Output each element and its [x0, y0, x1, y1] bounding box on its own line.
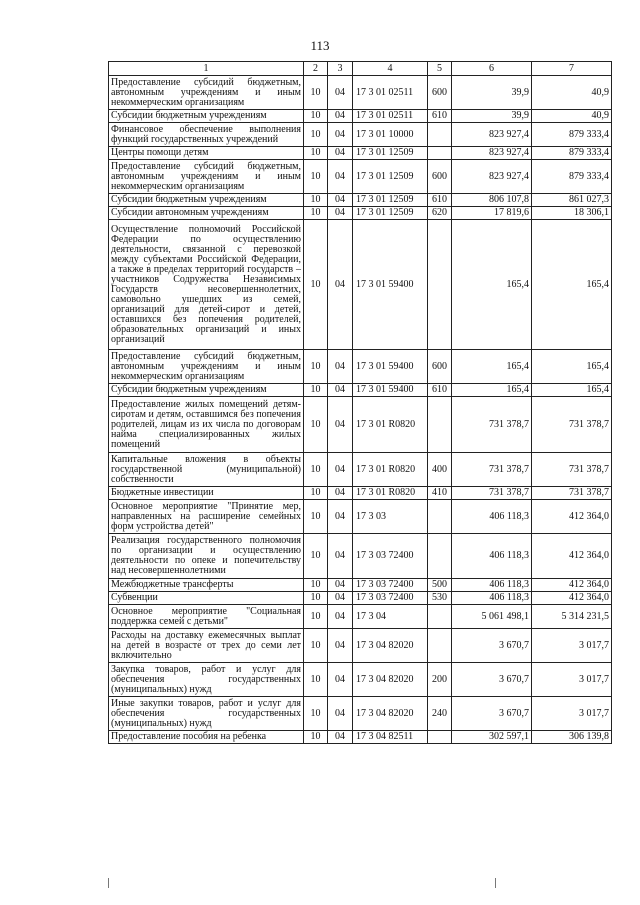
cell-amount-year2: 731 378,7	[532, 487, 612, 500]
cell-name: Реализация государственного полномочия по организации и осуществлению деятельности по опеке и попечительству над несовершеннолетними	[109, 534, 304, 579]
cell-amount-year2: 306 139,8	[532, 731, 612, 744]
header-cell: 3	[328, 62, 353, 76]
cell-section: 10	[304, 76, 328, 110]
cell-expense-type	[428, 500, 452, 534]
cell-name: Межбюджетные трансферты	[109, 579, 304, 592]
budget-table	[108, 61, 612, 744]
table-row	[109, 123, 612, 147]
scan-mark-right	[495, 878, 496, 888]
cell-target-article: 17 3 01 59400	[353, 384, 428, 397]
cell-expense-type: 600	[428, 76, 452, 110]
cell-expense-type	[428, 397, 452, 453]
cell-section: 10	[304, 487, 328, 500]
cell-target-article: 17 3 04 82020	[353, 663, 428, 697]
cell-target-article: 17 3 04	[353, 605, 428, 629]
cell-target-article: 17 3 01 59400	[353, 350, 428, 384]
cell-amount-year2: 165,4	[532, 384, 612, 397]
table-row	[109, 220, 612, 350]
cell-amount-year1: 823 927,4	[452, 147, 532, 160]
table-row	[109, 397, 612, 453]
cell-section: 10	[304, 147, 328, 160]
cell-subsection: 04	[328, 731, 353, 744]
cell-subsection: 04	[328, 453, 353, 487]
cell-expense-type: 410	[428, 487, 452, 500]
table-row	[109, 453, 612, 487]
cell-amount-year1: 806 107,8	[452, 194, 532, 207]
cell-name: Центры помощи детям	[109, 147, 304, 160]
cell-amount-year2: 412 364,0	[532, 534, 612, 579]
cell-name: Основное мероприятие "Социальная поддержка семей с детьми"	[109, 605, 304, 629]
cell-target-article: 17 3 01 12509	[353, 147, 428, 160]
table-row	[109, 487, 612, 500]
header-cell: 6	[452, 62, 532, 76]
cell-expense-type	[428, 605, 452, 629]
cell-name: Субсидии автономным учреждениям	[109, 207, 304, 220]
cell-section: 10	[304, 534, 328, 579]
cell-section: 10	[304, 453, 328, 487]
cell-target-article: 17 3 04 82020	[353, 697, 428, 731]
cell-name: Предоставление жилых помещений детям-сиротам и детям, оставшимся без попечения родителей, лицам из их числа по договорам найма специализированных жилых помещений	[109, 397, 304, 453]
cell-section: 10	[304, 697, 328, 731]
cell-expense-type: 610	[428, 194, 452, 207]
cell-subsection: 04	[328, 220, 353, 350]
cell-expense-type	[428, 147, 452, 160]
table-row	[109, 534, 612, 579]
table-row	[109, 147, 612, 160]
table-row	[109, 605, 612, 629]
cell-subsection: 04	[328, 579, 353, 592]
cell-expense-type: 240	[428, 697, 452, 731]
cell-amount-year2: 879 333,4	[532, 160, 612, 194]
cell-target-article: 17 3 01 02511	[353, 110, 428, 123]
cell-target-article: 17 3 01 02511	[353, 76, 428, 110]
cell-section: 10	[304, 731, 328, 744]
cell-expense-type	[428, 220, 452, 350]
cell-name: Предоставление субсидий бюджетным, автономным учреждениям и иным некоммерческим организациям	[109, 350, 304, 384]
cell-amount-year2: 879 333,4	[532, 147, 612, 160]
cell-amount-year2: 412 364,0	[532, 592, 612, 605]
cell-section: 10	[304, 220, 328, 350]
cell-amount-year1: 3 670,7	[452, 663, 532, 697]
table-row	[109, 384, 612, 397]
table-row	[109, 629, 612, 663]
cell-amount-year2: 18 306,1	[532, 207, 612, 220]
cell-amount-year2: 40,9	[532, 110, 612, 123]
cell-expense-type: 620	[428, 207, 452, 220]
cell-target-article: 17 3 01 R0820	[353, 453, 428, 487]
table-row	[109, 110, 612, 123]
cell-expense-type	[428, 731, 452, 744]
cell-name: Иные закупки товаров, работ и услуг для обеспечения государственных (муниципальных) нужд	[109, 697, 304, 731]
cell-target-article: 17 3 03	[353, 500, 428, 534]
cell-expense-type: 500	[428, 579, 452, 592]
cell-name: Расходы на доставку ежемесячных выплат на детей в возрасте от трех до семи лет включительно	[109, 629, 304, 663]
cell-name: Предоставление субсидий бюджетным, автономным учреждениям и иным некоммерческим организациям	[109, 160, 304, 194]
table-row	[109, 350, 612, 384]
cell-expense-type: 400	[428, 453, 452, 487]
cell-amount-year2: 3 017,7	[532, 629, 612, 663]
cell-amount-year1: 406 118,3	[452, 579, 532, 592]
table-row	[109, 663, 612, 697]
cell-amount-year2: 165,4	[532, 220, 612, 350]
cell-section: 10	[304, 579, 328, 592]
cell-name: Предоставление пособия на ребенка	[109, 731, 304, 744]
cell-amount-year1: 406 118,3	[452, 592, 532, 605]
cell-amount-year1: 302 597,1	[452, 731, 532, 744]
cell-amount-year2: 3 017,7	[532, 697, 612, 731]
cell-amount-year2: 861 027,3	[532, 194, 612, 207]
cell-amount-year1: 39,9	[452, 110, 532, 123]
cell-subsection: 04	[328, 697, 353, 731]
cell-expense-type: 530	[428, 592, 452, 605]
cell-section: 10	[304, 384, 328, 397]
header-cell: 4	[353, 62, 428, 76]
page-number: 113	[310, 38, 330, 53]
cell-amount-year2: 165,4	[532, 350, 612, 384]
cell-amount-year2: 879 333,4	[532, 123, 612, 147]
cell-target-article: 17 3 01 R0820	[353, 397, 428, 453]
cell-section: 10	[304, 110, 328, 123]
cell-expense-type: 600	[428, 160, 452, 194]
cell-amount-year2: 412 364,0	[532, 579, 612, 592]
cell-subsection: 04	[328, 160, 353, 194]
cell-target-article: 17 3 03 72400	[353, 592, 428, 605]
cell-amount-year1: 731 378,7	[452, 453, 532, 487]
scan-mark-left	[108, 878, 109, 888]
cell-subsection: 04	[328, 534, 353, 579]
cell-section: 10	[304, 160, 328, 194]
cell-subsection: 04	[328, 629, 353, 663]
cell-amount-year1: 406 118,3	[452, 534, 532, 579]
cell-subsection: 04	[328, 147, 353, 160]
cell-amount-year1: 823 927,4	[452, 160, 532, 194]
cell-target-article: 17 3 01 12509	[353, 160, 428, 194]
cell-subsection: 04	[328, 384, 353, 397]
table-row	[109, 579, 612, 592]
header-cell: 2	[304, 62, 328, 76]
cell-expense-type: 200	[428, 663, 452, 697]
cell-amount-year2: 412 364,0	[532, 500, 612, 534]
cell-target-article: 17 3 01 10000	[353, 123, 428, 147]
cell-amount-year1: 3 670,7	[452, 629, 532, 663]
cell-amount-year1: 731 378,7	[452, 487, 532, 500]
cell-section: 10	[304, 194, 328, 207]
table-row	[109, 160, 612, 194]
cell-target-article: 17 3 01 12509	[353, 194, 428, 207]
cell-subsection: 04	[328, 76, 353, 110]
table-row	[109, 592, 612, 605]
cell-target-article: 17 3 01 12509	[353, 207, 428, 220]
cell-subsection: 04	[328, 194, 353, 207]
table-row	[109, 76, 612, 110]
cell-target-article: 17 3 01 R0820	[353, 487, 428, 500]
table-row	[109, 697, 612, 731]
cell-name: Предоставление субсидий бюджетным, автономным учреждениям и иным некоммерческим организациям	[109, 76, 304, 110]
cell-name: Капитальные вложения в объекты государственной (муниципальной) собственности	[109, 453, 304, 487]
cell-amount-year1: 3 670,7	[452, 697, 532, 731]
cell-name: Основное мероприятие "Принятие мер, направленных на расширение семейных форм устройства детей"	[109, 500, 304, 534]
cell-expense-type	[428, 629, 452, 663]
cell-section: 10	[304, 123, 328, 147]
cell-subsection: 04	[328, 110, 353, 123]
table-row	[109, 731, 612, 744]
cell-section: 10	[304, 397, 328, 453]
cell-subsection: 04	[328, 123, 353, 147]
cell-section: 10	[304, 207, 328, 220]
cell-amount-year1: 5 061 498,1	[452, 605, 532, 629]
cell-subsection: 04	[328, 663, 353, 697]
cell-amount-year1: 823 927,4	[452, 123, 532, 147]
cell-target-article: 17 3 01 59400	[353, 220, 428, 350]
cell-name: Субвенции	[109, 592, 304, 605]
cell-subsection: 04	[328, 350, 353, 384]
cell-amount-year1: 39,9	[452, 76, 532, 110]
cell-subsection: 04	[328, 500, 353, 534]
cell-amount-year2: 5 314 231,5	[532, 605, 612, 629]
cell-subsection: 04	[328, 592, 353, 605]
cell-name: Субсидии бюджетным учреждениям	[109, 384, 304, 397]
cell-amount-year2: 40,9	[532, 76, 612, 110]
cell-target-article: 17 3 03 72400	[353, 579, 428, 592]
cell-amount-year2: 731 378,7	[532, 453, 612, 487]
cell-subsection: 04	[328, 487, 353, 500]
header-cell: 5	[428, 62, 452, 76]
cell-expense-type: 610	[428, 110, 452, 123]
cell-amount-year2: 3 017,7	[532, 663, 612, 697]
cell-section: 10	[304, 663, 328, 697]
table-row	[109, 207, 612, 220]
cell-expense-type	[428, 123, 452, 147]
cell-subsection: 04	[328, 605, 353, 629]
cell-amount-year1: 165,4	[452, 350, 532, 384]
cell-target-article: 17 3 04 82511	[353, 731, 428, 744]
cell-target-article: 17 3 03 72400	[353, 534, 428, 579]
cell-name: Субсидии бюджетным учреждениям	[109, 194, 304, 207]
cell-expense-type: 600	[428, 350, 452, 384]
cell-section: 10	[304, 605, 328, 629]
cell-target-article: 17 3 04 82020	[353, 629, 428, 663]
cell-amount-year1: 165,4	[452, 384, 532, 397]
cell-amount-year1: 406 118,3	[452, 500, 532, 534]
table-row	[109, 194, 612, 207]
cell-name: Осуществление полномочий Российской Федерации по осуществлению деятельности, связанной с перевозкой между субъектами Российской Федерации, а также в пределах территорий государств – участников Содружества Независимых Государств несовершеннолетних, самовольно ушедших из семей, организаций для детей-сирот и детей, оставшихся без попечения родителей, образовательных организаций и иных организаций	[109, 220, 304, 350]
cell-name: Закупка товаров, работ и услуг для обеспечения государственных (муниципальных) нужд	[109, 663, 304, 697]
cell-section: 10	[304, 629, 328, 663]
cell-name: Финансовое обеспечение выполнения функций государственных учреждений	[109, 123, 304, 147]
cell-subsection: 04	[328, 207, 353, 220]
cell-expense-type: 610	[428, 384, 452, 397]
header-cell: 7	[532, 62, 612, 76]
cell-amount-year1: 17 819,6	[452, 207, 532, 220]
cell-amount-year1: 731 378,7	[452, 397, 532, 453]
cell-section: 10	[304, 350, 328, 384]
cell-amount-year1: 165,4	[452, 220, 532, 350]
cell-name: Бюджетные инвестиции	[109, 487, 304, 500]
cell-expense-type	[428, 534, 452, 579]
cell-amount-year2: 731 378,7	[532, 397, 612, 453]
cell-subsection: 04	[328, 397, 353, 453]
header-cell: 1	[109, 62, 304, 76]
cell-name: Субсидии бюджетным учреждениям	[109, 110, 304, 123]
cell-section: 10	[304, 592, 328, 605]
cell-section: 10	[304, 500, 328, 534]
table-header-row	[109, 62, 612, 76]
table-row	[109, 500, 612, 534]
